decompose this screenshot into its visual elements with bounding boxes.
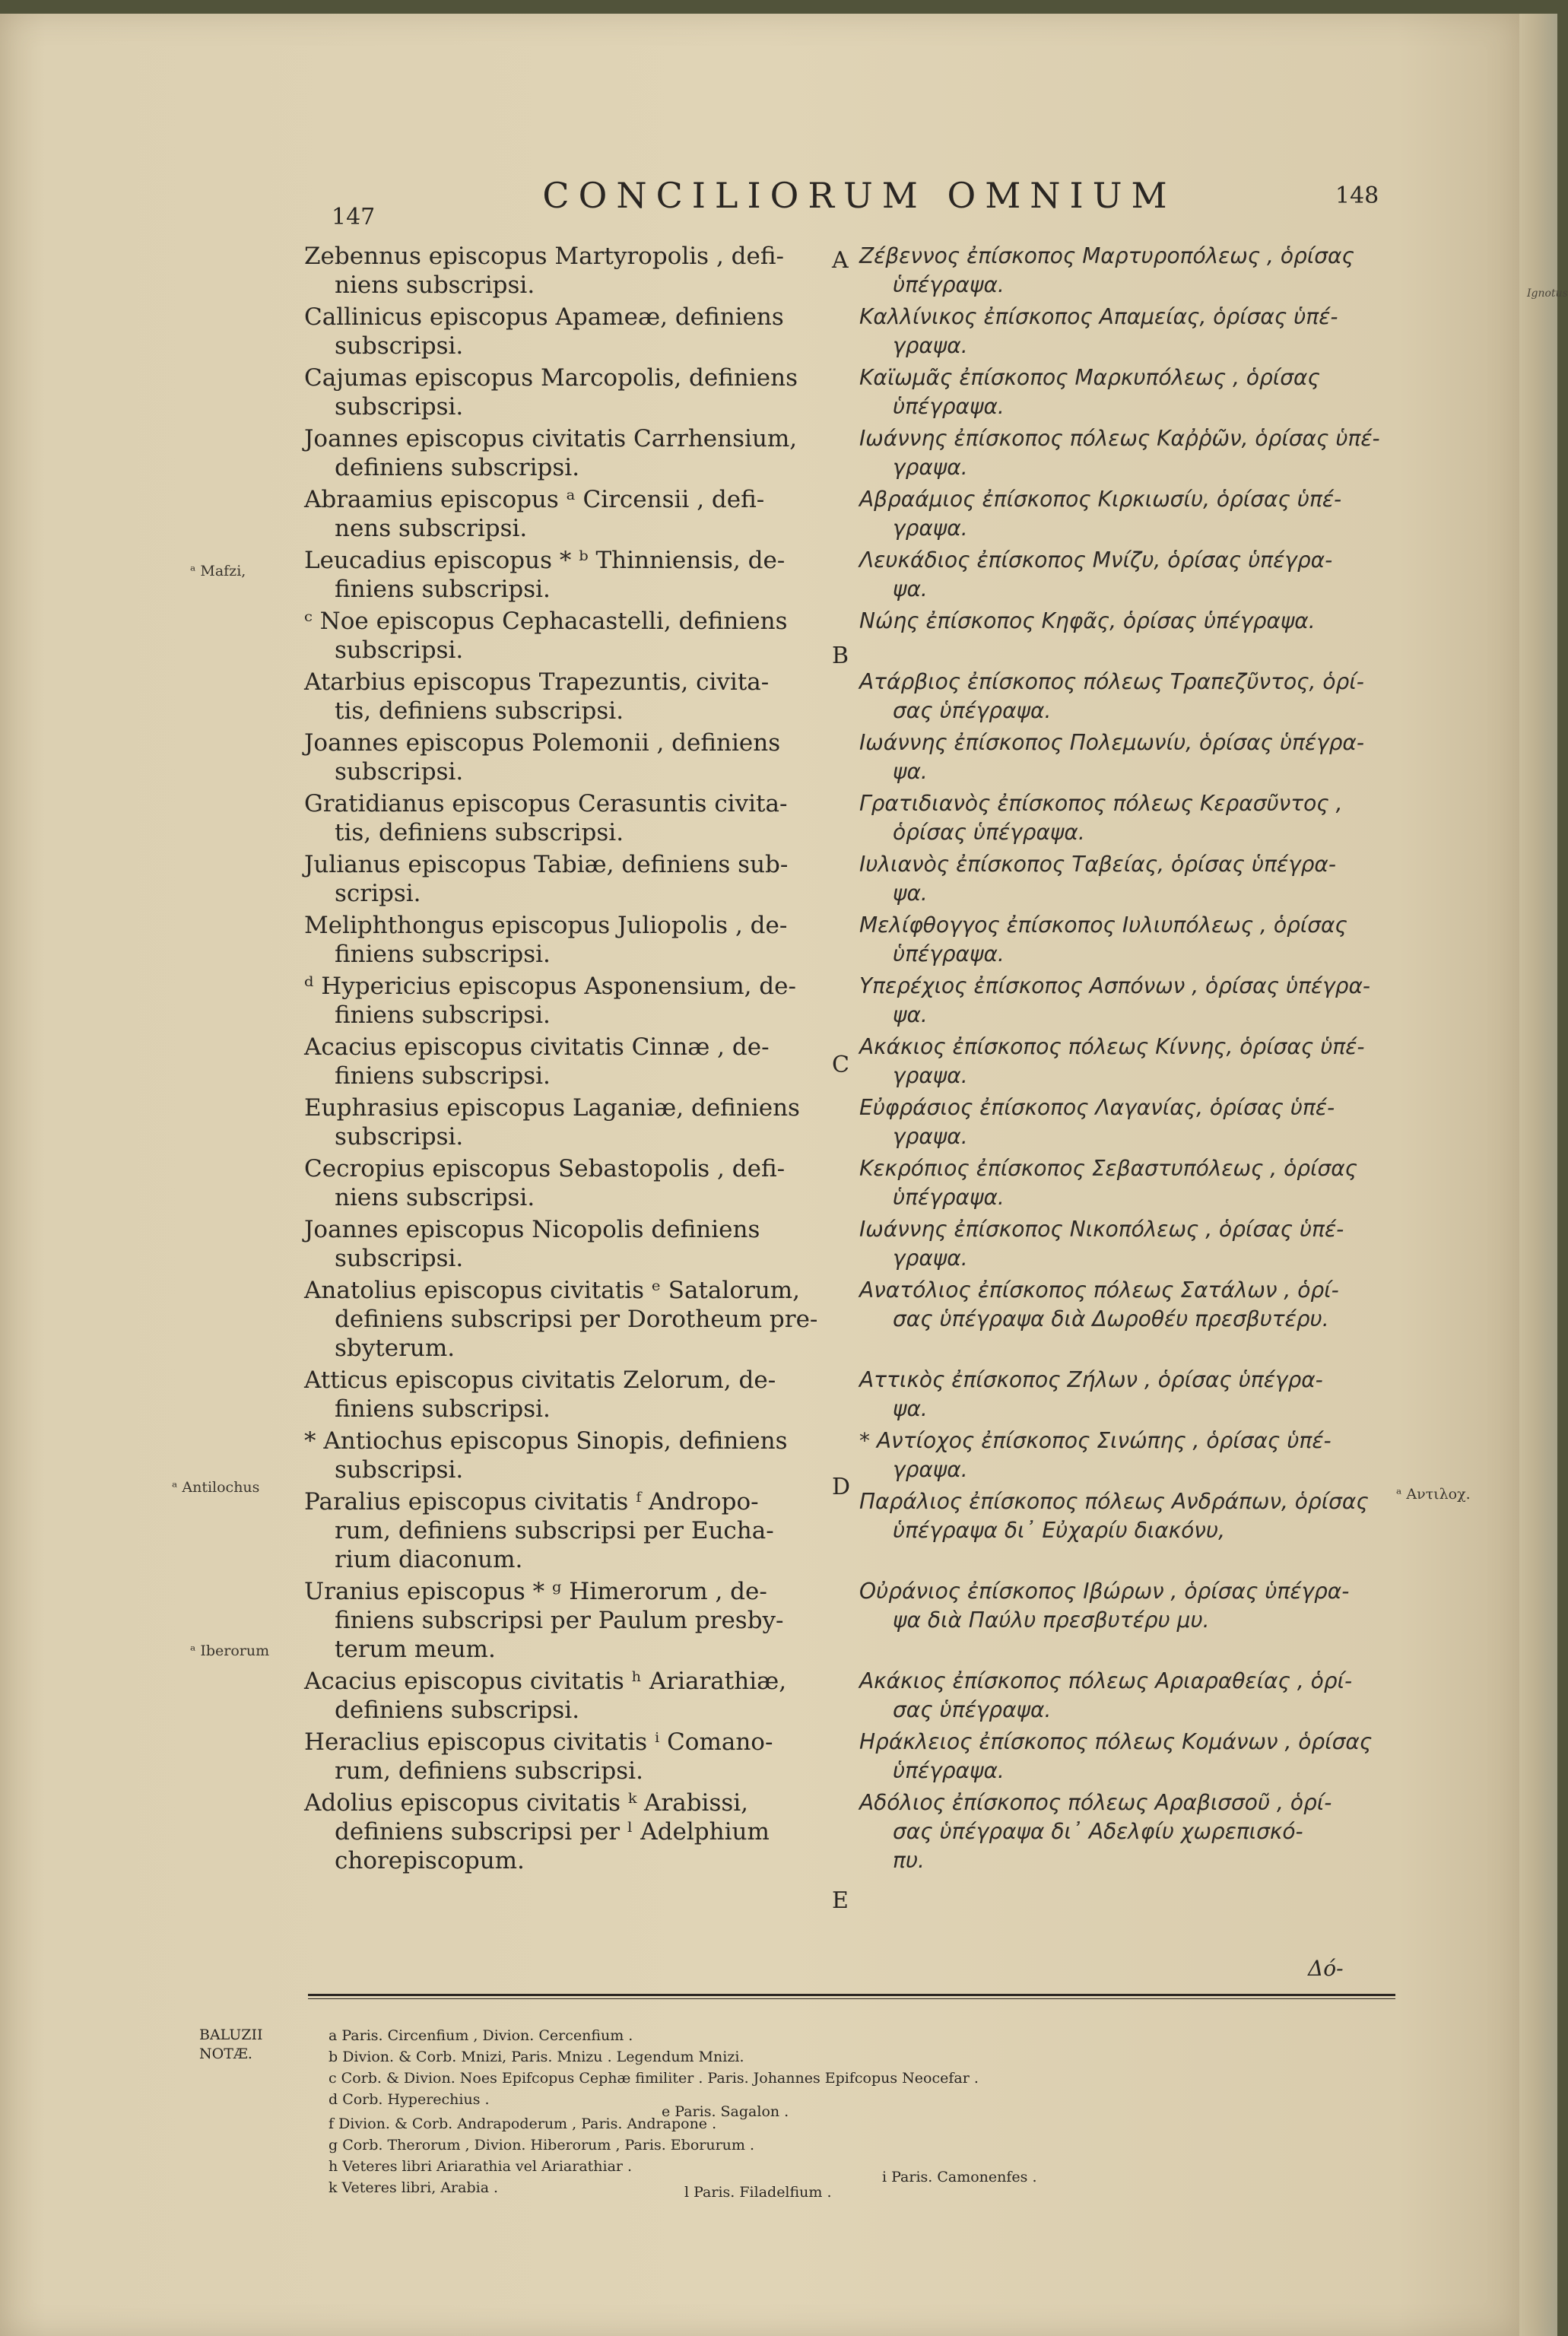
latin-line: definiens subscripsi per ˡ Adelphium bbox=[335, 1818, 770, 1846]
greek-text bbox=[859, 607, 1392, 636]
greek-text bbox=[859, 911, 1392, 969]
latin-line: niens subscripsi. bbox=[335, 271, 535, 299]
latin-line: Anatolius episcopus civitatis ᵉ Satalorum, bbox=[304, 1277, 801, 1304]
latin-line: ᵈ Hypericius episcopus Asponensium, de- bbox=[304, 973, 796, 1000]
greek-text bbox=[859, 1577, 1392, 1635]
latin-line: niens subscripsi. bbox=[335, 1184, 535, 1211]
latin-line: Julianus episcopus Tabiæ, definiens sub- bbox=[304, 851, 789, 878]
latin-text bbox=[304, 242, 829, 300]
latin-text bbox=[304, 363, 829, 421]
greek-line: ψα. bbox=[893, 576, 928, 601]
latin-line: rum, definiens subscripsi per Eucha- bbox=[335, 1517, 774, 1544]
latin-line: subscripsi. bbox=[335, 393, 464, 421]
greek-line: Παράλιος ἐπίσκοπος πόλεως Ανδράπων, ὁρίσας bbox=[859, 1489, 1369, 1514]
greek-line: Μελίφθογγος ἐπίσκοπος Ιυλιυπόλεως , ὁρίσας bbox=[859, 912, 1347, 938]
greek-line: ὁρίσας ὑπέγραψα. bbox=[893, 820, 1085, 845]
latin-line: Acacius episcopus civitatis ʰ Ariarathiæ, bbox=[304, 1668, 787, 1695]
greek-line: Εὐφράσιος ἐπίσκοπος Λαγανίας, ὁρίσας ὑπέ- bbox=[859, 1095, 1335, 1120]
latin-text bbox=[304, 1093, 829, 1151]
latin-line: * Antiochus episcopus Sinopis, definiens bbox=[304, 1427, 788, 1455]
latin-text bbox=[304, 1487, 829, 1574]
greek-line: ψα. bbox=[893, 759, 928, 784]
greek-line: Αδόλιος ἐπίσκοπος πόλεως Αραβισσοῦ , ὁρί- bbox=[859, 1790, 1332, 1815]
latin-text bbox=[304, 1577, 829, 1664]
latin-text bbox=[304, 850, 829, 908]
footnote: f Divion. & Corb. Andrapoderum , Paris. Andrapone . bbox=[329, 2115, 717, 2132]
greek-line: Αττικὸς ἐπίσκοπος Ζήλων , ὁρίσας ὑπέγρα- bbox=[859, 1367, 1323, 1392]
footnote: d Corb. Hyperechius . bbox=[329, 2091, 490, 2108]
greek-line: ὑπέγραψα. bbox=[893, 272, 1005, 297]
footnote: c Corb. & Divion. Noes Epifcopus Cephæ fimiliter . Paris. Johannes Epifcopus Neocefar . bbox=[329, 2070, 979, 2087]
margin-note-iberorum: ᵃ Iberorum bbox=[190, 1642, 270, 1659]
edge-note: Ignotus bbox=[1527, 287, 1568, 300]
greek-line: Ιωάννης ἐπίσκοπος Πολεμωνίυ, ὁρίσας ὑπέγρα- bbox=[859, 730, 1364, 755]
latin-text bbox=[304, 668, 829, 725]
footnote: g Corb. Therorum , Divion. Hiberorum , Paris. Eborurum . bbox=[329, 2137, 754, 2154]
latin-line: subscripsi. bbox=[335, 636, 464, 664]
latin-text bbox=[304, 1366, 829, 1424]
greek-line: ὑπέγραψα. bbox=[893, 1185, 1005, 1210]
latin-text bbox=[304, 911, 829, 969]
greek-line: Ηράκλειος ἐπίσκοπος πόλεως Κομάνων , ὁρίσας bbox=[859, 1729, 1373, 1754]
greek-text bbox=[859, 363, 1392, 421]
greek-text bbox=[859, 850, 1392, 908]
greek-line: γραψα. bbox=[893, 1457, 968, 1482]
greek-line: γραψα. bbox=[893, 455, 968, 480]
page-edge bbox=[1519, 14, 1557, 2336]
latin-text bbox=[304, 546, 829, 604]
latin-line: Callinicus episcopus Apameæ, definiens bbox=[304, 303, 784, 331]
footnote: a Paris. Circenfium , Divion. Cercenfium . bbox=[329, 2027, 633, 2044]
latin-line: subscripsi. bbox=[335, 1456, 464, 1484]
latin-line: sbyterum. bbox=[335, 1335, 455, 1362]
latin-line: Cecropius episcopus Sebastopolis , defi- bbox=[304, 1155, 786, 1182]
greek-line: * Αντίοχος ἐπίσκοπος Σινώπης , ὁρίσας ὑπέ- bbox=[859, 1428, 1332, 1453]
latin-line: Acacius episcopus civitatis Cinnæ , de- bbox=[304, 1033, 770, 1061]
greek-line: Ακάκιος ἐπίσκοπος πόλεως Κίννης, ὁρίσας ὑπέ- bbox=[859, 1034, 1365, 1059]
footnote-rule-thin bbox=[308, 1998, 1395, 1999]
latin-line: tis, definiens subscripsi. bbox=[335, 697, 624, 725]
greek-text bbox=[859, 1667, 1392, 1725]
latin-line: Abraamius episcopus ᵃ Circensii , defi- bbox=[304, 486, 765, 513]
latin-line: finiens subscripsi. bbox=[335, 1395, 551, 1423]
latin-line: Paralius episcopus civitatis ᶠ Andropo- bbox=[304, 1488, 759, 1516]
latin-line: definiens subscripsi. bbox=[335, 1696, 580, 1724]
greek-line: Ιωάννης ἐπίσκοπος πόλεως Καῤῥῶν, ὁρίσας ὑπέ- bbox=[859, 426, 1380, 451]
greek-text bbox=[859, 303, 1392, 360]
greek-line: σας ὑπέγραψα διὰ Δωροθέυ πρεσβυτέρυ. bbox=[893, 1306, 1329, 1331]
latin-line: Adolius episcopus civitatis ᵏ Arabissi, bbox=[304, 1789, 749, 1817]
greek-line: γραψα. bbox=[893, 1246, 968, 1271]
greek-text bbox=[859, 1366, 1392, 1424]
latin-text bbox=[304, 1154, 829, 1212]
latin-line: finiens subscripsi per Paulum presby- bbox=[335, 1607, 784, 1634]
footnote: b Divion. & Corb. Mnizi, Paris. Mnizu . Legendum Mnizi. bbox=[329, 2049, 744, 2065]
greek-text bbox=[859, 1093, 1392, 1151]
greek-line: γραψα. bbox=[893, 1124, 968, 1149]
latin-line: finiens subscripsi. bbox=[335, 941, 551, 968]
greek-line: ψα. bbox=[893, 881, 928, 906]
latin-text bbox=[304, 424, 829, 482]
section-marker-c: C bbox=[832, 1052, 849, 1078]
greek-line: Υπερέχιος ἐπίσκοπος Ασπόνων , ὁρίσας ὑπέγρα- bbox=[859, 973, 1371, 998]
footnote: l Paris. Filadelfium . bbox=[684, 2184, 832, 2201]
greek-line: Καλλίνικος ἐπίσκοπος Απαμείας, ὁρίσας ὑπέ- bbox=[859, 304, 1338, 329]
latin-line: finiens subscripsi. bbox=[335, 1001, 551, 1029]
greek-text bbox=[859, 546, 1392, 604]
greek-line: ψα διὰ Παύλυ πρεσβυτέρυ μυ. bbox=[893, 1608, 1210, 1633]
greek-text bbox=[859, 668, 1392, 725]
greek-line: Νώης ἐπίσκοπος Κηφᾶς, ὁρίσας ὑπέγραψα. bbox=[859, 608, 1316, 633]
greek-line: ὑπέγραψα. bbox=[893, 394, 1005, 419]
greek-text bbox=[859, 424, 1392, 482]
greek-line: σας ὑπέγραψα. bbox=[893, 698, 1052, 723]
greek-text bbox=[859, 1276, 1392, 1334]
notes-label bbox=[199, 2026, 263, 2064]
latin-text bbox=[304, 972, 829, 1030]
latin-text bbox=[304, 303, 829, 360]
greek-line: Καϊωμᾶς ἐπίσκοπος Μαρκυπόλεως , ὁρίσας bbox=[859, 365, 1320, 390]
greek-line: Γρατιδιανὸς ἐπίσκοπος πόλεως Κερασῦντος , bbox=[859, 791, 1343, 816]
latin-line: nens subscripsi. bbox=[335, 515, 528, 542]
greek-line: σας ὑπέγραψα δι᾽ Αδελφίυ χωρεπισκό- bbox=[893, 1819, 1303, 1844]
greek-text bbox=[859, 1788, 1392, 1875]
section-marker-d: D bbox=[832, 1474, 851, 1500]
left-page-number: 147 bbox=[332, 204, 376, 230]
greek-line: σας ὑπέγραψα. bbox=[893, 1697, 1052, 1722]
latin-text bbox=[304, 1276, 829, 1363]
latin-line: subscripsi. bbox=[335, 332, 464, 360]
greek-text bbox=[859, 485, 1392, 543]
greek-text bbox=[859, 1154, 1392, 1212]
greek-line: Ιυλιανὸς ἐπίσκοπος Ταβείας, ὁρίσας ὑπέγρα- bbox=[859, 852, 1336, 877]
greek-line: ὑπέγραψα δι᾽ Εὐχαρίυ διακόνυ, bbox=[893, 1518, 1226, 1543]
greek-text bbox=[859, 1487, 1392, 1545]
latin-text bbox=[304, 1033, 829, 1090]
greek-line: Ιωάννης ἐπίσκοπος Νικοπόλεως , ὁρίσας ὑπέ- bbox=[859, 1217, 1344, 1242]
greek-text bbox=[859, 1728, 1392, 1785]
latin-line: chorepiscopum. bbox=[335, 1847, 525, 1874]
greek-line: γραψα. bbox=[893, 516, 968, 541]
latin-text bbox=[304, 728, 829, 786]
greek-line: γραψα. bbox=[893, 333, 968, 358]
latin-line: Cajumas episcopus Marcopolis, definiens bbox=[304, 364, 798, 392]
latin-line: Atarbius episcopus Trapezuntis, civita- bbox=[304, 668, 770, 696]
latin-text bbox=[304, 789, 829, 847]
running-title: CONCILIORUM OMNIUM bbox=[542, 175, 1176, 216]
latin-line: ᶜ Noe episcopus Cephacastelli, definiens bbox=[304, 608, 788, 635]
margin-note-antilochus: ᵃ Antilochus bbox=[172, 1479, 260, 1496]
footnote: e Paris. Sagalon . bbox=[662, 2103, 789, 2120]
greek-text bbox=[859, 972, 1392, 1030]
greek-line: Κεκρόπιος ἐπίσκοπος Σεβαστυπόλεως , ὁρίσας bbox=[859, 1156, 1358, 1181]
latin-line: definiens subscripsi. bbox=[335, 454, 580, 481]
greek-line: Ατάρβιος ἐπίσκοπος πόλεως Τραπεζῦντος, ὁρί- bbox=[859, 669, 1364, 694]
greek-line: Αβραάμιος ἐπίσκοπος Κιρκιωσίυ, ὁρίσας ὑπέ- bbox=[859, 487, 1342, 512]
footnote: k Veteres libri, Arabia . bbox=[329, 2179, 499, 2196]
footnote: i Paris. Camonenfes . bbox=[882, 2169, 1037, 2185]
latin-line: Heraclius episcopus civitatis ⁱ Comano- bbox=[304, 1728, 773, 1756]
greek-line: Ανατόλιος ἐπίσκοπος πόλεως Σατάλων , ὁρί- bbox=[859, 1278, 1339, 1303]
greek-line: γραψα. bbox=[893, 1063, 968, 1088]
catchword: Δό- bbox=[1308, 1956, 1344, 1981]
latin-text bbox=[304, 607, 829, 665]
right-page-number: 148 bbox=[1335, 182, 1379, 209]
greek-text bbox=[859, 728, 1392, 786]
latin-line: Gratidianus episcopus Cerasuntis civita- bbox=[304, 790, 788, 817]
latin-text bbox=[304, 1667, 829, 1725]
section-marker-b: B bbox=[832, 643, 849, 669]
latin-line: Joannes episcopus civitatis Carrhensium, bbox=[304, 425, 798, 452]
greek-line: Λευκάδιος ἐπίσκοπος Μνίζυ, ὁρίσας ὑπέγρα- bbox=[859, 548, 1333, 573]
greek-text bbox=[859, 1033, 1392, 1090]
latin-line: Joannes episcopus Nicopolis definiens bbox=[304, 1216, 760, 1243]
latin-line: definiens subscripsi per Dorotheum pre- bbox=[335, 1306, 818, 1333]
greek-text bbox=[859, 1215, 1392, 1273]
greek-text bbox=[859, 1427, 1392, 1484]
latin-line: Meliphthongus episcopus Juliopolis , de- bbox=[304, 912, 788, 939]
greek-line: Ζέβεννος ἐπίσκοπος Μαρτυροπόλεως , ὁρίσας bbox=[859, 243, 1354, 268]
greek-line: ψα. bbox=[893, 1396, 928, 1421]
greek-line: Οὐράνιος ἐπίσκοπος Ιβώρων , ὁρίσας ὑπέγρα- bbox=[859, 1579, 1350, 1604]
latin-line: Euphrasius episcopus Laganiæ, definiens bbox=[304, 1094, 800, 1122]
latin-line: terum meum. bbox=[335, 1636, 496, 1663]
greek-line: ὑπέγραψα. bbox=[893, 1758, 1005, 1783]
greek-line: Ακάκιος ἐπίσκοπος πόλεως Αριαραθείας , ὁρί- bbox=[859, 1668, 1353, 1693]
latin-line: Uranius episcopus * ᵍ Himerorum , de- bbox=[304, 1578, 767, 1605]
section-marker-e: E bbox=[832, 1887, 849, 1914]
latin-line: Atticus episcopus civitatis Zelorum, de- bbox=[304, 1366, 776, 1394]
latin-text bbox=[304, 1427, 829, 1484]
latin-line: Joannes episcopus Polemonii , definiens bbox=[304, 729, 781, 757]
latin-line: Leucadius episcopus * ᵇ Thinniensis, de- bbox=[304, 547, 786, 574]
greek-text bbox=[859, 789, 1392, 847]
margin-note-greek: ᵃ Αντιλοχ. bbox=[1396, 1486, 1471, 1503]
latin-line: tis, definiens subscripsi. bbox=[335, 819, 624, 846]
latin-text bbox=[304, 1788, 829, 1875]
latin-text bbox=[304, 1728, 829, 1785]
greek-text bbox=[859, 242, 1392, 300]
latin-text bbox=[304, 485, 829, 543]
latin-line: Zebennus episcopus Martyropolis , defi- bbox=[304, 243, 784, 270]
latin-line: scripsi. bbox=[335, 880, 421, 907]
latin-line: subscripsi. bbox=[335, 758, 464, 786]
notes-label-line: BALUZII bbox=[199, 2027, 263, 2043]
latin-text bbox=[304, 1215, 829, 1273]
greek-line: πυ. bbox=[893, 1848, 925, 1873]
margin-note-mafzi: ᵃ Mafzi, bbox=[190, 563, 246, 579]
latin-line: finiens subscripsi. bbox=[335, 1062, 551, 1090]
latin-line: subscripsi. bbox=[335, 1123, 464, 1151]
greek-line: ψα. bbox=[893, 1002, 928, 1027]
footnote-rule bbox=[308, 1994, 1395, 1996]
footnote: h Veteres libri Ariarathia vel Ariarathiar . bbox=[329, 2158, 633, 2175]
greek-line: ὑπέγραψα. bbox=[893, 941, 1005, 966]
latin-line: finiens subscripsi. bbox=[335, 576, 551, 603]
latin-line: rium diaconum. bbox=[335, 1546, 523, 1573]
latin-line: subscripsi. bbox=[335, 1245, 464, 1272]
section-marker-a: A bbox=[832, 247, 849, 274]
notes-label-line: NOTÆ. bbox=[199, 2046, 252, 2062]
latin-line: rum, definiens subscripsi. bbox=[335, 1757, 643, 1785]
